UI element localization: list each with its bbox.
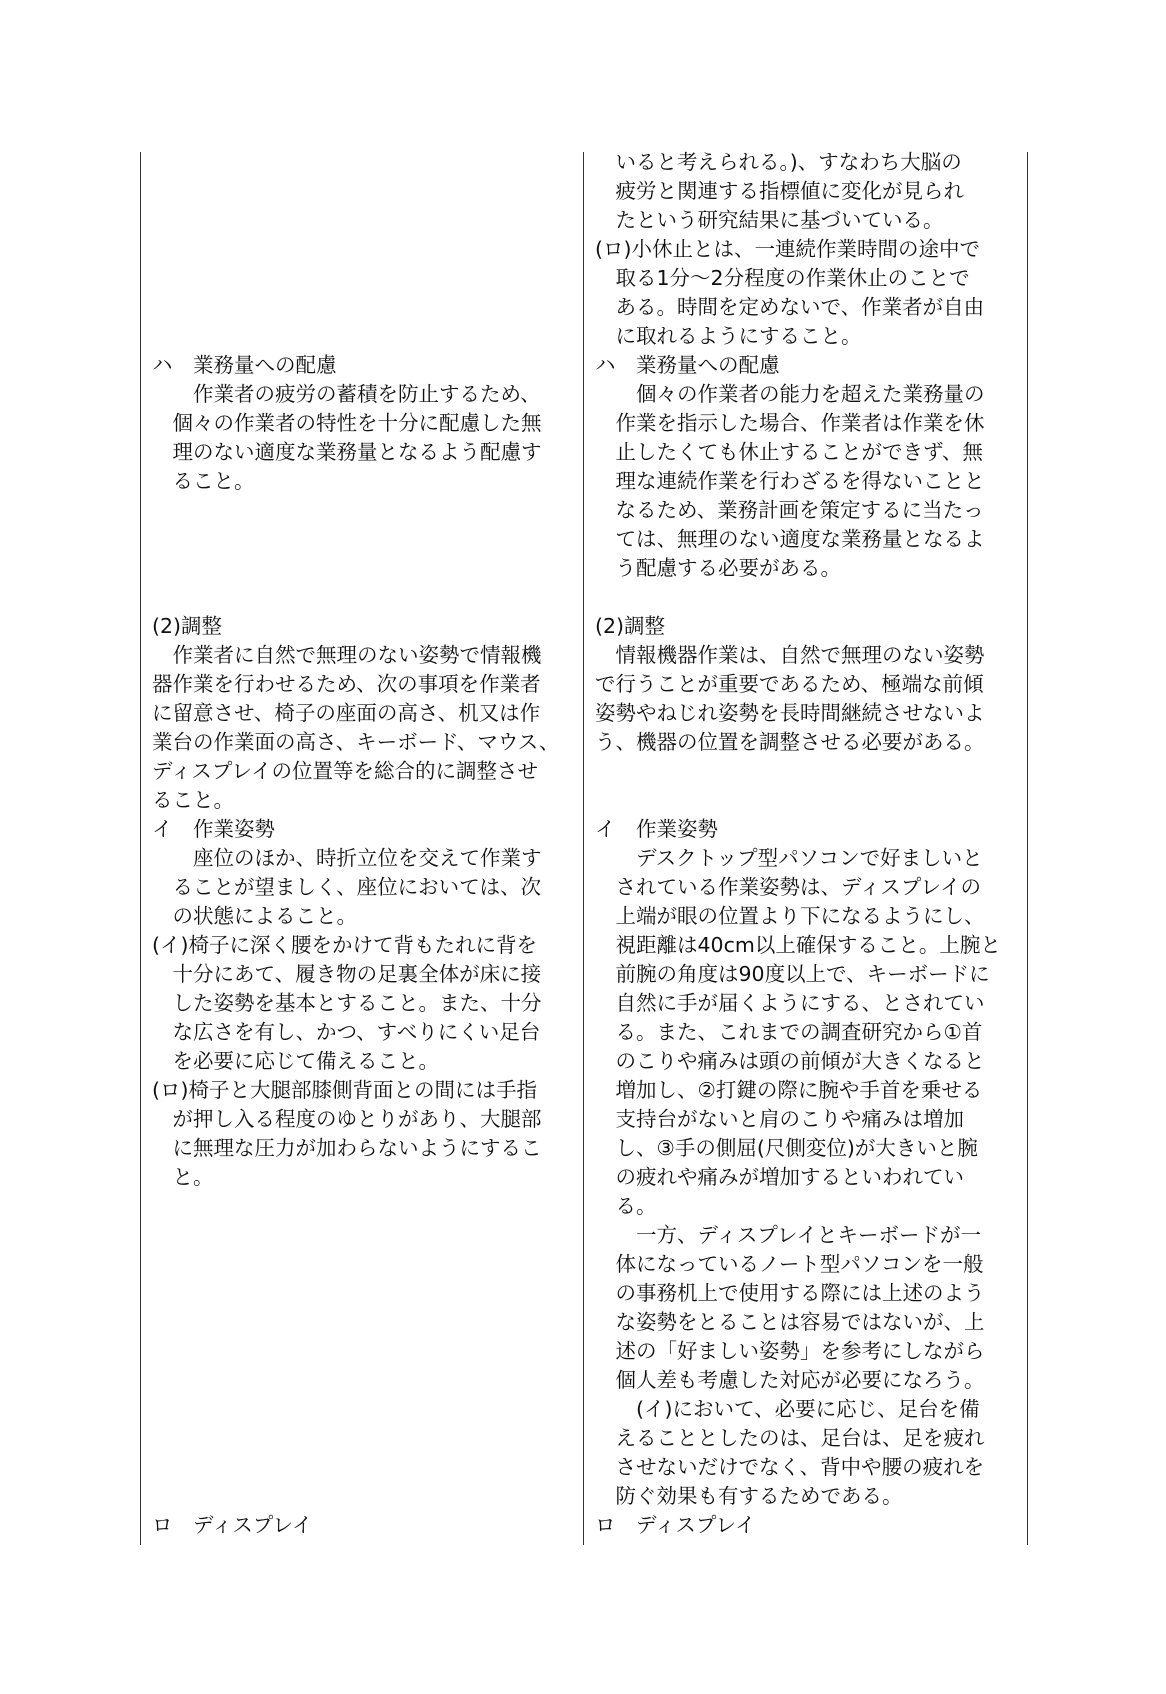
list-item-line: ある。時間を定めないで、作業者が自由 — [595, 295, 985, 319]
paragraph-line: えることとしたのは、足台は、足を疲れ — [595, 1426, 985, 1450]
paragraph-line: 作業者に自然で無理のない姿勢で情報機 — [152, 643, 542, 667]
paragraph-line: 姿勢やねじれ姿勢を長時間継続させないよ — [595, 701, 985, 725]
left-column — [152, 148, 572, 1540]
paragraph-line: いると考えられる。)、すなわち大脳の — [595, 150, 962, 174]
paragraph-line: ディスプレイの位置等を総合的に調整させ — [152, 759, 539, 783]
paragraph-line: の事務机上で使用する際には上述のよう — [595, 1281, 985, 1305]
section-heading: (2)調整 — [152, 614, 223, 638]
table-border-left — [140, 152, 141, 1545]
list-item-line: 取る1分～2分程度の作業休止のことで — [595, 266, 970, 290]
list-item-line: に無理な圧力が加わらないようにするこ — [152, 1136, 542, 1160]
paragraph-line: させないだけでなく、背中や腰の疲れを — [595, 1455, 985, 1479]
paragraph-line: されている作業姿勢は、ディスプレイの — [595, 875, 982, 899]
paragraph-line: の状態によること。 — [152, 904, 357, 928]
paragraph-line: のこりや痛みは頭の前傾が大きくなると — [595, 1049, 985, 1073]
paragraph-line: 器作業を行わせるため、次の事項を作業者 — [152, 672, 541, 696]
paragraph-line: 業台の作業面の高さ、キーボード、マウス、 — [152, 730, 560, 754]
paragraph-line: 防ぐ効果も有するためである。 — [595, 1484, 903, 1508]
paragraph-line: 情報機器作業は、自然で無理のない姿勢 — [595, 643, 985, 667]
paragraph-line: 体になっているノート型パソコンを一般 — [595, 1252, 984, 1276]
paragraph-line: 個人差も考慮した対応が必要になろう。 — [595, 1368, 985, 1392]
list-item-line: した姿勢を基本とすること。また、十分 — [152, 991, 542, 1015]
section-heading: イ 作業姿勢 — [152, 817, 275, 841]
paragraph-line: 支持台がないと肩のこりや痛みは増加 — [595, 1107, 964, 1131]
paragraph-line: 疲労と関連する指標値に変化が見られ — [595, 179, 964, 203]
list-item-line: が押し入る程度のゆとりがあり、大腿部 — [152, 1107, 542, 1131]
paragraph-line: 座位のほか、時折立位を交えて作業す — [152, 846, 542, 870]
list-item-line: (ロ)椅子と大腿部膝側背面との間には手指 — [152, 1078, 537, 1102]
paragraph-line: 理のない適度な業務量となるよう配慮す — [152, 440, 542, 464]
paragraph-line: なるため、業務計画を策定するに当たっ — [595, 498, 984, 522]
table-border-right — [1027, 152, 1028, 1545]
list-item-line: (イ)椅子に深く腰をかけて背もたれに背を — [152, 933, 537, 957]
paragraph-line: ることが望ましく、座位においては、次 — [152, 875, 542, 899]
paragraph-line: の疲れや痛みが増加するといわれてい — [595, 1165, 964, 1189]
paragraph-line: たという研究結果に基づいている。 — [595, 208, 944, 232]
paragraph-line: (イ)において、必要に応じ、足台を備 — [595, 1397, 980, 1421]
paragraph-line: う配慮する必要がある。 — [595, 556, 841, 580]
paragraph-line: 上端が眼の位置より下になるようにし、 — [595, 904, 985, 928]
paragraph-line: る。 — [595, 1194, 657, 1218]
paragraph-line: デスクトップ型パソコンで好ましいと — [595, 846, 983, 870]
section-heading: ロ ディスプレイ — [152, 1513, 313, 1537]
paragraph-line: 視距離は40cm以上確保すること。上腕と — [595, 933, 1001, 957]
paragraph-line: ては、無理のない適度な業務量となるよ — [595, 527, 985, 551]
paragraph-line: ること。 — [152, 788, 234, 812]
paragraph-line: る。また、これまでの調査研究から①首 — [595, 1020, 983, 1044]
section-heading: ハ 業務量への配慮 — [152, 353, 337, 377]
section-heading: ロ ディスプレイ — [595, 1513, 756, 1537]
list-item-line: を必要に応じて備えること。 — [152, 1049, 439, 1073]
paragraph-line: で行うことが重要であるため、極端な前傾 — [595, 672, 984, 696]
list-item-line: と。 — [152, 1165, 214, 1189]
paragraph-line: 理な連続作業を行わざるを得ないことと — [595, 469, 985, 493]
paragraph-line: 一方、ディスプレイとキーボードが一 — [595, 1223, 982, 1247]
paragraph-line: 個々の作業者の能力を超えた業務量の — [595, 382, 985, 406]
paragraph-line: に留意させ、椅子の座面の高さ、机又は作 — [152, 701, 541, 725]
paragraph-line: な姿勢をとることは容易ではないが、上 — [595, 1310, 985, 1334]
section-heading: ハ 業務量への配慮 — [595, 353, 780, 377]
paragraph-line: 自然に手が届くようにする、とされてい — [595, 991, 985, 1015]
right-column — [595, 148, 1025, 1540]
paragraph-line: 増加し、②打鍵の際に腕や手首を乗せる — [595, 1078, 983, 1102]
list-item-line: (ロ)小休止とは、一連続作業時間の途中で — [595, 237, 980, 261]
table-border-middle — [583, 152, 584, 1545]
paragraph-line: う、機器の位置を調整させる必要がある。 — [595, 730, 985, 754]
paragraph-line: ること。 — [152, 469, 255, 493]
paragraph-line: 述の「好ましい姿勢」を参考にしながら — [595, 1339, 985, 1363]
paragraph-line: 個々の作業者の特性を十分に配慮した無 — [152, 411, 542, 435]
list-item-line: 十分にあて、履き物の足裏全体が床に接 — [152, 962, 542, 986]
paragraph-line: し、③手の側屈(尺側変位)が大きいと腕 — [595, 1136, 978, 1160]
paragraph-line: 止したくても休止することができず、無 — [595, 440, 983, 464]
paragraph-line: 前腕の角度は90度以上で、キーボードに — [595, 962, 990, 986]
paragraph-line: 作業を指示した場合、作業者は作業を休 — [595, 411, 985, 435]
list-item-line: な広さを有し、かつ、すべりにくい足台 — [152, 1020, 541, 1044]
section-heading: (2)調整 — [595, 614, 666, 638]
section-heading: イ 作業姿勢 — [595, 817, 718, 841]
paragraph-line: 作業者の疲労の蓄積を防止するため、 — [152, 382, 541, 406]
list-item-line: に取れるようにすること。 — [595, 324, 862, 348]
